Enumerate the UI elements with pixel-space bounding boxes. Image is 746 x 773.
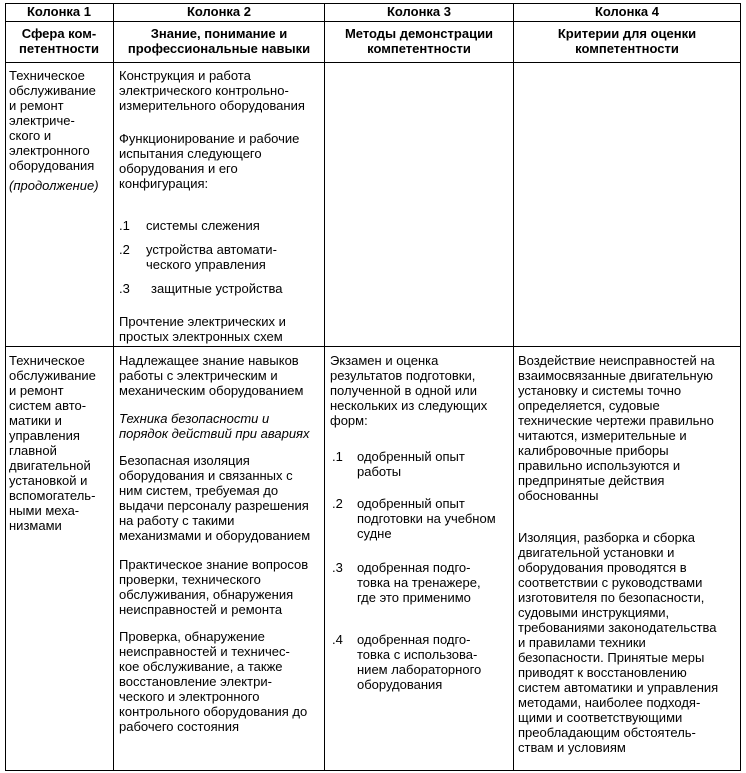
- header-col2: Колонка 2: [186, 4, 251, 19]
- header-col3: Колонка 3: [386, 4, 451, 19]
- row2-method-1-num: .1: [332, 449, 343, 464]
- row2-knowledge-3: Безопасная изоляция оборудования и связанных с ним систем, требуемая до выдачи персоналу разрешения на работу с такими механизмами и оборудованием: [119, 453, 311, 543]
- subheader-col3: Методы демонстрации компетентности: [344, 26, 494, 56]
- row1-item-2-num: .2: [119, 242, 130, 257]
- table-border-left: [5, 3, 6, 771]
- subheader-col1: Сфера ком- петентности: [19, 26, 99, 56]
- header-divider: [5, 21, 741, 22]
- row1-knowledge-2: Функционирование и рабочие испытания следующего оборудования и его конфигурация:: [119, 131, 300, 191]
- subheader-col2: Знание, понимание и профессиональные навыки: [127, 26, 311, 56]
- row1-item-3-num: .3: [119, 281, 130, 296]
- row1-sphere: Техническое обслуживание и ремонт электриче- ского и электронного оборудования: [9, 68, 96, 173]
- row2-knowledge-5: Проверка, обнаружение неисправностей и техничес- кое обслуживание, а также восстановление электри- ческого и электронного контрольного оборудования до рабочего состояния: [119, 629, 308, 734]
- row1-knowledge-1: Конструкция и работа электрического контрольно- измерительного оборудования: [119, 68, 305, 113]
- column-divider-2: [324, 3, 325, 771]
- row2-knowledge-4: Практическое знание вопросов проверки, технического обслуживания, обнаружения неисправностей и ремонта: [119, 557, 309, 617]
- row1-item-2-text: устройства автомати- ческого управления: [146, 242, 277, 272]
- row1-item-1-num: .1: [119, 218, 130, 233]
- header-col1: Колонка 1: [26, 4, 91, 19]
- row2-method-1-text: одобренный опыт работы: [357, 449, 465, 479]
- row-divider: [5, 346, 741, 347]
- column-divider-3: [513, 3, 514, 771]
- table-border-right: [740, 3, 741, 771]
- column-divider-1: [113, 3, 114, 771]
- row1-item-1-text: системы слежения: [146, 218, 260, 233]
- row2-knowledge-1: Надлежащее знание навыков работы с электрическим и механическим оборудованием: [119, 353, 304, 398]
- row2-knowledge-2: Техника безопасности и порядок действий при авариях: [119, 411, 310, 441]
- subheader-divider: [5, 62, 741, 63]
- header-col4: Колонка 4: [594, 4, 659, 19]
- row1-knowledge-3: Прочтение электрических и простых электронных схем: [119, 314, 286, 344]
- row2-method-4-text: одобренная подго- товка с использова- нием лабораторного оборудования: [357, 632, 482, 692]
- table-border-bottom: [5, 770, 741, 771]
- row2-criteria-1: Воздействие неисправностей на взаимосвязанные двигательную установку и системы точно определяется, судовые технические чертежи правильно читаются, измерительные и калибровочные приборы правильно используются и предпринятые действия обоснованны: [518, 353, 715, 503]
- row2-sphere: Техническое обслуживание и ремонт систем авто- матики и управления главной двигательной установкой и вспомогатель- ными меха- низмами: [9, 353, 96, 533]
- row2-criteria-2: Изоляция, разборка и сборка двигательной установки и оборудования проводятся в соответствии с руководствами изготовителя по безопасности, судовыми инструкциями, требованиями законодательства и правилами техники безопасности. Принятые меры приводят к восстановлению систем автоматики и управления методами, наиболее подходя- щими и соответствующими преобладающим обстоятель- ствам и условиям: [518, 530, 719, 755]
- row2-method-4-num: .4: [332, 632, 343, 647]
- row2-method-3-num: .3: [332, 560, 343, 575]
- row2-method-2-text: одобренный опыт подготовки на учебном судне: [357, 496, 496, 541]
- row2-method-2-num: .2: [332, 496, 343, 511]
- subheader-col4: Критерии для оценки компетентности: [557, 26, 697, 56]
- row1-item-3-text: защитные устройства: [151, 281, 283, 296]
- row2-method-intro: Экзамен и оценка результатов подготовки, полученной в одной или нескольких из следующих форм:: [330, 353, 488, 428]
- row1-sphere-note: (продолжение): [9, 178, 99, 193]
- row2-method-3-text: одобренная подго- товка на тренажере, где это применимо: [357, 560, 481, 605]
